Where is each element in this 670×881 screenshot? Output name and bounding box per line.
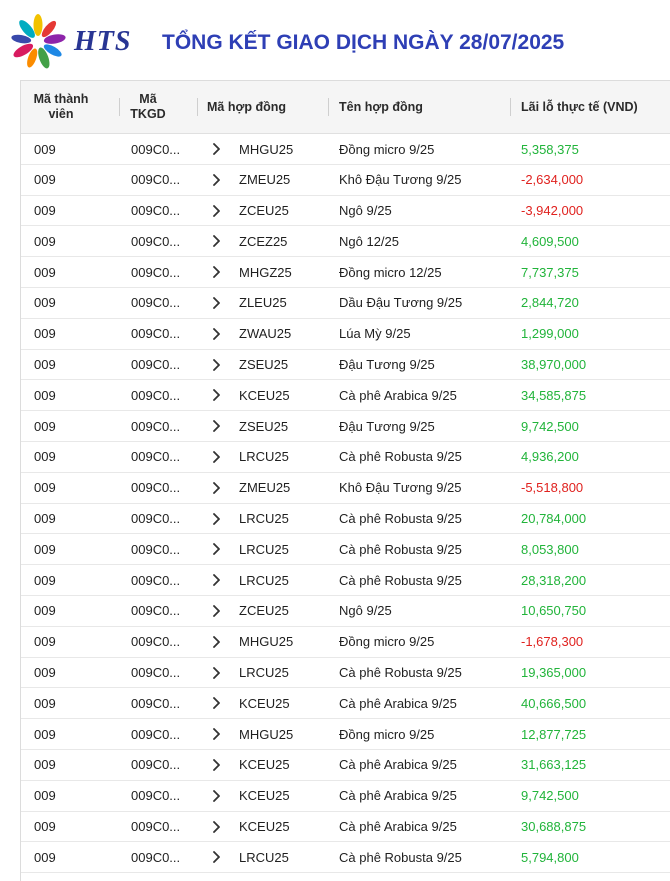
table-row[interactable]: [21, 165, 670, 196]
table-row[interactable]: [21, 319, 670, 350]
chevron-right-icon[interactable]: [209, 504, 223, 534]
table-row[interactable]: [21, 596, 670, 627]
column-separator: [328, 98, 329, 116]
contract-code-cell: ZMEU25: [239, 480, 291, 496]
pnl-cell: 40,666,500: [521, 695, 587, 711]
table-row[interactable]: [21, 288, 670, 319]
pnl-cell: 9,742,500: [521, 418, 579, 434]
contract-code-cell: ZCEU25: [239, 203, 289, 219]
pnl-cell: -5,518,800: [521, 480, 584, 496]
column-header-pnl[interactable]: Lãi lỗ thực tế (VND): [521, 99, 638, 114]
contract-code-cell: LRCU25: [239, 572, 289, 588]
contract-name-cell: Đậu Tương 9/25: [339, 418, 435, 434]
pnl-cell: 28,318,200: [521, 572, 587, 588]
table-row[interactable]: [21, 627, 670, 658]
contract-code-cell: KCEU25: [239, 819, 290, 835]
contract-name-cell: Đồng micro 9/25: [339, 141, 435, 157]
chevron-right-icon[interactable]: [209, 658, 223, 688]
account-code-cell: 009C0...: [131, 203, 181, 219]
account-code-cell: 009C0...: [131, 603, 181, 619]
contract-code-cell: MHGZ25: [239, 264, 292, 280]
contract-code-cell: KCEU25: [239, 757, 290, 773]
chevron-right-icon[interactable]: [209, 380, 223, 410]
pnl-cell: 5,358,375: [521, 141, 579, 157]
contract-code-cell: KCEU25: [239, 788, 290, 804]
chevron-right-icon[interactable]: [209, 288, 223, 318]
column-header-account[interactable]: [121, 81, 175, 133]
table-row[interactable]: [21, 380, 670, 411]
account-code-cell: 009C0...: [131, 634, 181, 650]
contract-name-cell: Đậu Tương 9/25: [339, 357, 435, 373]
table-row[interactable]: [21, 812, 670, 843]
member-code-cell: 009: [34, 541, 56, 557]
member-code-cell: 009: [34, 819, 56, 835]
chevron-right-icon[interactable]: [209, 226, 223, 256]
contract-name-cell: Cà phê Robusta 9/25: [339, 572, 462, 588]
member-code-cell: 009: [34, 603, 56, 619]
member-code-cell: 009: [34, 141, 56, 157]
member-code-cell: 009: [34, 695, 56, 711]
contract-code-cell: KCEU25: [239, 695, 290, 711]
member-code-cell: 009: [34, 387, 56, 403]
pnl-cell: 2,844,720: [521, 295, 579, 311]
contract-code-cell: MHGU25: [239, 634, 294, 650]
account-code-cell: 009C0...: [131, 295, 181, 311]
contract-code-cell: LRCU25: [239, 849, 289, 865]
brand-name: HTS: [74, 26, 132, 57]
account-code-cell: 009C0...: [131, 665, 181, 681]
pnl-cell: 1,299,000: [521, 326, 579, 342]
account-code-cell: 009C0...: [131, 141, 181, 157]
member-code-cell: 009: [34, 665, 56, 681]
chevron-right-icon[interactable]: [209, 534, 223, 564]
account-code-cell: 009C0...: [131, 819, 181, 835]
page-title: TỔNG KẾT GIAO DỊCH NGÀY 28/07/2025: [162, 31, 565, 54]
member-code-cell: 009: [34, 849, 56, 865]
column-separator: [197, 98, 198, 116]
pnl-cell: 10,650,750: [521, 603, 587, 619]
table-row[interactable]: [21, 226, 670, 257]
contract-name-cell: Ngô 9/25: [339, 203, 392, 219]
chevron-right-icon[interactable]: [209, 165, 223, 195]
contract-name-cell: Đồng micro 12/25: [339, 264, 442, 280]
chevron-right-icon[interactable]: [209, 627, 223, 657]
table-row[interactable]: [21, 196, 670, 227]
account-code-cell: 009C0...: [131, 264, 181, 280]
column-header-account-line2: TKGD: [130, 107, 166, 121]
chevron-right-icon[interactable]: [209, 442, 223, 472]
table-row[interactable]: [21, 473, 670, 504]
account-code-cell: 009C0...: [131, 572, 181, 588]
contract-code-cell: LRCU25: [239, 449, 289, 465]
column-header-member-line2: viên: [48, 107, 74, 121]
chevron-right-icon[interactable]: [209, 257, 223, 287]
contract-name-cell: Cà phê Robusta 9/25: [339, 541, 462, 557]
column-separator: [119, 98, 120, 116]
account-code-cell: 009C0...: [131, 849, 181, 865]
chevron-right-icon[interactable]: [209, 812, 223, 842]
member-code-cell: 009: [34, 418, 56, 434]
table-row[interactable]: [21, 504, 670, 535]
pnl-cell: 31,663,125: [521, 757, 587, 773]
account-code-cell: 009C0...: [131, 480, 181, 496]
contract-code-cell: LRCU25: [239, 541, 289, 557]
pnl-cell: 5,794,800: [521, 849, 579, 865]
contract-name-cell: Đồng micro 9/25: [339, 634, 435, 650]
column-header-account-line1: Mã: [139, 92, 157, 106]
table-row[interactable]: [21, 688, 670, 719]
pnl-cell: 8,053,800: [521, 541, 579, 557]
pnl-cell: -1,678,300: [521, 634, 584, 650]
table-row[interactable]: [21, 750, 670, 781]
table-row[interactable]: [21, 411, 670, 442]
table-row[interactable]: [21, 534, 670, 565]
table-row[interactable]: [21, 719, 670, 750]
column-separator: [510, 98, 511, 116]
contract-name-cell: Cà phê Robusta 9/25: [339, 849, 462, 865]
contract-code-cell: ZLEU25: [239, 295, 287, 311]
contract-code-cell: LRCU25: [239, 665, 289, 681]
chevron-right-icon[interactable]: [209, 473, 223, 503]
pnl-cell: 20,784,000: [521, 511, 587, 527]
pnl-cell: 4,609,500: [521, 233, 579, 249]
member-code-cell: 009: [34, 634, 56, 650]
contract-name-cell: Cà phê Arabica 9/25: [339, 819, 457, 835]
contract-name-cell: Cà phê Robusta 9/25: [339, 665, 462, 681]
contract-name-cell: Cà phê Arabica 9/25: [339, 695, 457, 711]
pnl-cell: 30,688,875: [521, 819, 587, 835]
table-header: [21, 81, 670, 134]
transactions-table: [20, 80, 670, 881]
pnl-cell: 38,970,000: [521, 357, 587, 373]
contract-name-cell: Cà phê Arabica 9/25: [339, 757, 457, 773]
contract-code-cell: ZCEU25: [239, 603, 289, 619]
chevron-right-icon[interactable]: [209, 134, 223, 164]
member-code-cell: 009: [34, 357, 56, 373]
member-code-cell: 009: [34, 264, 56, 280]
account-code-cell: 009C0...: [131, 418, 181, 434]
account-code-cell: 009C0...: [131, 326, 181, 342]
pnl-cell: 12,877,725: [521, 726, 587, 742]
table-row[interactable]: [21, 442, 670, 473]
column-header-contract-name[interactable]: Tên hợp đồng: [339, 99, 423, 114]
contract-code-cell: MHGU25: [239, 141, 294, 157]
page-header: [0, 0, 670, 80]
chevron-right-icon[interactable]: [209, 750, 223, 780]
contract-name-cell: Khô Đậu Tương 9/25: [339, 480, 462, 496]
chevron-right-icon[interactable]: [209, 596, 223, 626]
chevron-right-icon[interactable]: [209, 565, 223, 595]
table-body: [21, 134, 670, 873]
table-row[interactable]: [21, 658, 670, 689]
contract-code-cell: LRCU25: [239, 511, 289, 527]
table-row[interactable]: [21, 842, 670, 873]
chevron-right-icon[interactable]: [209, 781, 223, 811]
member-code-cell: 009: [34, 572, 56, 588]
account-code-cell: 009C0...: [131, 511, 181, 527]
account-code-cell: 009C0...: [131, 541, 181, 557]
column-header-contract-code[interactable]: Mã hợp đồng: [207, 99, 287, 114]
contract-name-cell: Cà phê Robusta 9/25: [339, 449, 462, 465]
column-header-member[interactable]: [21, 81, 101, 133]
chevron-right-icon[interactable]: [209, 196, 223, 226]
chevron-right-icon[interactable]: [209, 688, 223, 718]
member-code-cell: 009: [34, 233, 56, 249]
account-code-cell: 009C0...: [131, 757, 181, 773]
contract-code-cell: ZSEU25: [239, 418, 289, 434]
contract-name-cell: Cà phê Robusta 9/25: [339, 511, 462, 527]
contract-code-cell: ZWAU25: [239, 326, 292, 342]
pnl-cell: -2,634,000: [521, 172, 584, 188]
contract-name-cell: Dầu Đậu Tương 9/25: [339, 295, 463, 311]
chevron-right-icon[interactable]: [209, 842, 223, 872]
pnl-cell: 4,936,200: [521, 449, 579, 465]
table-row[interactable]: [21, 257, 670, 288]
contract-code-cell: ZSEU25: [239, 357, 289, 373]
member-code-cell: 009: [34, 757, 56, 773]
member-code-cell: 009: [34, 788, 56, 804]
member-code-cell: 009: [34, 726, 56, 742]
contract-name-cell: Đồng micro 9/25: [339, 726, 435, 742]
account-code-cell: 009C0...: [131, 172, 181, 188]
pnl-cell: 9,742,500: [521, 788, 579, 804]
table-row[interactable]: [21, 781, 670, 812]
starburst-logo-icon: [8, 12, 68, 72]
contract-name-cell: Ngô 12/25: [339, 233, 399, 249]
account-code-cell: 009C0...: [131, 357, 181, 373]
member-code-cell: 009: [34, 203, 56, 219]
pnl-cell: 7,737,375: [521, 264, 579, 280]
contract-name-cell: Lúa Mỳ 9/25: [339, 326, 411, 342]
contract-code-cell: MHGU25: [239, 726, 294, 742]
account-code-cell: 009C0...: [131, 387, 181, 403]
contract-name-cell: Cà phê Arabica 9/25: [339, 788, 457, 804]
table-row[interactable]: [21, 134, 670, 165]
account-code-cell: 009C0...: [131, 449, 181, 465]
account-code-cell: 009C0...: [131, 788, 181, 804]
contract-name-cell: Khô Đậu Tương 9/25: [339, 172, 462, 188]
chevron-right-icon[interactable]: [209, 350, 223, 380]
pnl-cell: 34,585,875: [521, 387, 587, 403]
member-code-cell: 009: [34, 326, 56, 342]
member-code-cell: 009: [34, 511, 56, 527]
contract-code-cell: ZCEZ25: [239, 233, 288, 249]
table-row[interactable]: [21, 350, 670, 381]
chevron-right-icon[interactable]: [209, 719, 223, 749]
member-code-cell: 009: [34, 449, 56, 465]
chevron-right-icon[interactable]: [209, 411, 223, 441]
chevron-right-icon[interactable]: [209, 319, 223, 349]
pnl-cell: -3,942,000: [521, 203, 584, 219]
member-code-cell: 009: [34, 172, 56, 188]
table-row[interactable]: [21, 565, 670, 596]
account-code-cell: 009C0...: [131, 726, 181, 742]
contract-code-cell: ZMEU25: [239, 172, 291, 188]
contract-name-cell: Ngô 9/25: [339, 603, 392, 619]
pnl-cell: 19,365,000: [521, 665, 587, 681]
column-header-member-line1: Mã thành: [33, 92, 89, 106]
member-code-cell: 009: [34, 480, 56, 496]
contract-code-cell: KCEU25: [239, 387, 290, 403]
account-code-cell: 009C0...: [131, 695, 181, 711]
contract-name-cell: Cà phê Arabica 9/25: [339, 387, 457, 403]
account-code-cell: 009C0...: [131, 233, 181, 249]
member-code-cell: 009: [34, 295, 56, 311]
